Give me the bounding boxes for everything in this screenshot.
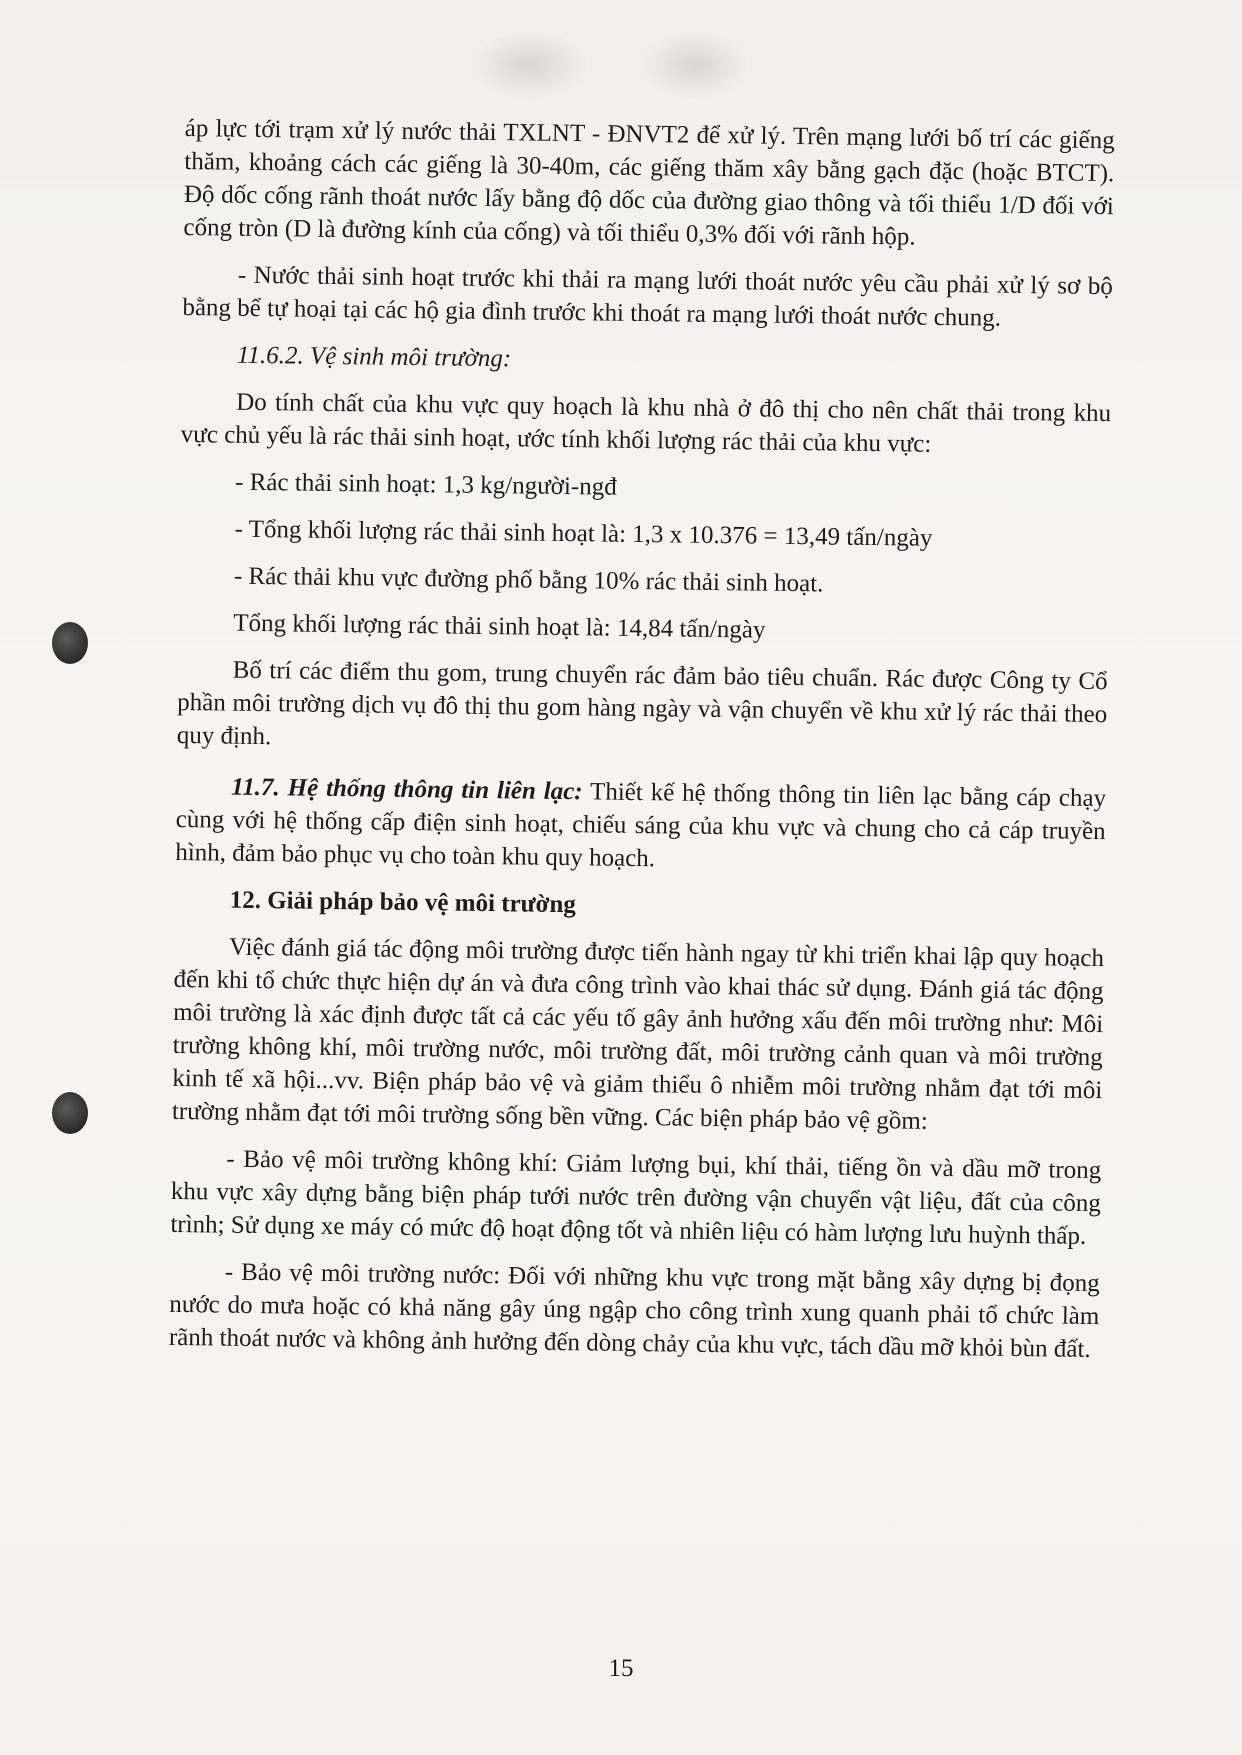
heading-12: 12. Giải pháp bảo vệ môi trường [229,886,577,919]
page-number: 15 [608,1655,634,1682]
bullet-street-waste: - Rác thải khu vực đường phố bằng 10% rác thải sinh hoạt. [233,562,824,598]
paragraph-environmental-assessment: Việc đánh giá tác động môi trường được tiến hành ngay từ khi triển khai lập quy hoạch đến khi tổ chức thực hiện dự án và đưa công trình vào khai thác sử dụng. Đánh giá tác động môi trường là xác định được tất cả các yếu tố gây ảnh hưởng xấu đến môi trường như: Môi trường không khí, môi trường nước, môi trường đất, môi trường cảnh quan và môi trường kinh tế xã hội...vv. Biện pháp bảo vệ và giảm thiểu ô nhiễm môi trường nhằm đạt tới môi trường nhằm đạt tới môi trường sống bền vững. Các biện pháp bảo vệ gồm: [171,933,1105,1135]
paragraph-domestic-wastewater: - Nước thải sinh hoạt trước khi thải ra mạng lưới thoát nước yêu cầu phải xử lý sơ bộ bằng bể tự hoại tại các hộ gia đình trước khi thoát ra mạng lưới thoát nước chung. [182,261,1113,332]
punch-hole-lower [52,1092,88,1134]
heading-11-6-2: 11.6.2. Vệ sinh môi trường: [236,341,512,373]
page-body [169,112,1115,1366]
bullet-domestic-waste-rate: - Rác thải sinh hoạt: 1,3 kg/người-ngđ [234,468,617,501]
scan-smudge [470,30,590,100]
paragraph-communication-system [175,770,1106,881]
heading-11-7: 11.7. Hệ thống thông tin liên lạc: [230,773,583,806]
paragraph-air-protection: - Bảo vệ môi trường không khí: Giảm lượng bụi, khí thải, tiếng ồn và dầu mỡ trong khu vực xây dựng bằng biện pháp tưới nước trên đường vận chuyển vật liệu, đất của công trình; Sử dụng xe máy có mức độ hoạt động tốt và nhiên liệu có hàm lượng lưu huỳnh thấp. [170,1145,1102,1250]
scan-smudge [640,30,750,100]
bullet-total-domestic-waste: - Tổng khối lượng rác thải sinh hoạt là: 1,3 x 10.376 = 13,49 tấn/ngày [234,515,933,552]
paragraph-waste-collection: Bố trí các điểm thu gom, trung chuyển rác đảm bảo tiêu chuẩn. Rác được Công ty Cổ phần môi trường dịch vụ đô thị thu gom hàng ngày và vận chuyển về khu xử lý rác thải theo quy định. [176,656,1108,751]
paragraph-solid-waste-intro: Do tính chất của khu vực quy hoạch là khu nhà ở đô thị cho nên chất thải trong khu vực chủ yếu là rác thải sinh hoạt, ước tính khối lượng rác thải của khu vực: [180,388,1112,458]
punch-hole-upper [52,622,88,664]
total-waste-line: Tổng khối lượng rác thải sinh hoạt là: 14,84 tấn/ngày [233,609,766,644]
paragraph-drainage-network: áp lực tới trạm xử lý nước thải TXLNT - ĐNVT2 để xử lý. Trên mạng lưới bố trí các giếng thăm, khoảng cách các giếng là 30-40m, các giếng thăm xây bằng gạch đặc (hoặc BTCT). Độ dốc cống rãnh thoát nước lấy bằng độ dốc của đường giao thông và tối thiểu 1/D đối với cống tròn (D là đường kính của cống) và tối thiểu 0,3% đối với rãnh hộp. [183,114,1115,251]
communication-system-text: Thiết kế hệ thống thông tin liên lạc bằng cáp chạy cùng với hệ thống cấp điện sinh hoạt, chiếu sáng của khu vực và chung cho cả cáp truyền hình, đảm bảo phục vụ cho toàn khu quy hoạch. [175,778,1107,873]
paragraph-water-protection: - Bảo vệ môi trường nước: Đối với những khu vực trong mặt bằng xây dựng bị đọng nước do mưa hoặc có khả năng gây úng ngập cho công trình xung quanh phải tổ chức làm rãnh thoát nước và không ảnh hưởng đến dòng chảy của khu vực, tách dầu mỡ khỏi bùn đất. [168,1258,1100,1363]
